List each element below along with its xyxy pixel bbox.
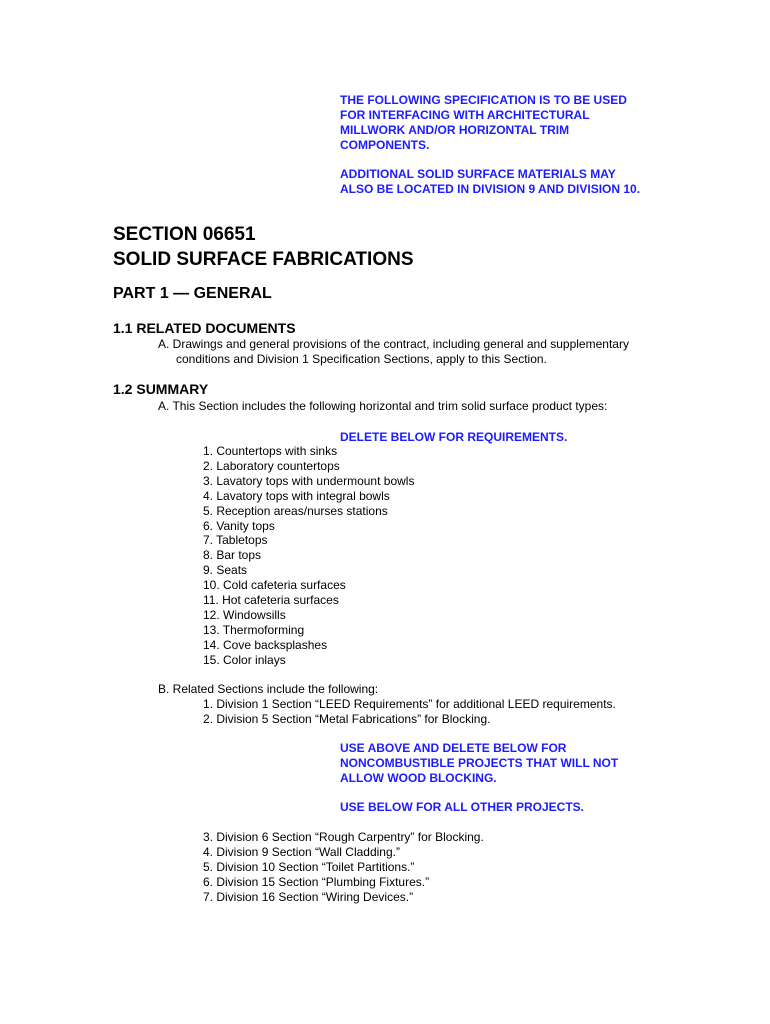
list-item: 4. Division 9 Section “Wall Cladding.” [203,844,400,859]
list-item: 7. Division 16 Section “Wiring Devices.” [203,889,414,904]
product-types-list [203,444,414,668]
note-line: COMPONENTS. [340,138,430,152]
list-item: 10. Cold cafeteria surfaces [203,578,346,593]
other-projects-note [340,800,740,815]
list-item: 15. Color inlays [203,652,286,667]
list-item: 1. Division 1 Section “LEED Requirements” for additional LEED requirements. [203,697,616,711]
summary-intro: A. This Section includes the following horizontal and trim solid surface product types: [158,399,608,413]
related-sections-list-b [203,830,484,905]
note-line: ADDITIONAL SOLID SURFACE MATERIALS MAY [340,167,616,181]
list-item: 6. Division 15 Section “Plumbing Fixtures.” [203,874,430,889]
related-documents-heading: 1.1 RELATED DOCUMENTS [113,320,296,336]
list-item: 5. Reception areas/nurses stations [203,503,388,518]
section-number: SECTION 06651 [113,224,256,245]
note-line: ALSO BE LOCATED IN DIVISION 9 AND DIVISION 10. [340,182,641,196]
note-line: THE FOLLOWING SPECIFICATION IS TO BE USED [340,93,627,107]
list-item: 6. Vanity tops [203,518,275,533]
list-item: 14. Cove backsplashes [203,637,328,652]
note-line: ALLOW WOOD BLOCKING. [340,771,497,785]
list-item: 7. Tabletops [203,533,268,548]
note-line: DELETE BELOW FOR REQUIREMENTS. [340,430,568,444]
list-item: 11. Hot cafeteria surfaces [203,593,339,608]
list-item: 2. Division 5 Section “Metal Fabrications” for Blocking. [203,711,491,726]
list-item: 3. Division 6 Section “Rough Carpentry” for Blocking. [203,830,484,844]
note-line: MILLWORK AND/OR HORIZONTAL TRIM [340,123,570,137]
list-item: 5. Division 10 Section “Toilet Partitions.” [203,859,415,874]
list-item: 2. Laboratory countertops [203,458,340,473]
note-line: FOR INTERFACING WITH ARCHITECTURAL [340,108,590,122]
note-line: USE ABOVE AND DELETE BELOW FOR [340,741,567,755]
delete-below-note [340,430,740,445]
part-heading: PART 1 — GENERAL [113,285,272,302]
list-item: 9. Seats [203,563,248,578]
related-sections-list-a [203,697,616,727]
noncombustible-note [340,741,740,786]
summary-heading: 1.2 SUMMARY [113,381,209,397]
list-item: 1. Countertops with sinks [203,444,338,458]
list-item: 13. Thermoforming [203,622,305,637]
section-title [113,222,414,272]
list-item: 8. Bar tops [203,548,262,563]
related-documents-text-line2: conditions and Division 1 Specification Sections, apply to this Section. [176,352,547,366]
additional-materials-note [340,167,740,197]
note-line: USE BELOW FOR ALL OTHER PROJECTS. [340,800,585,814]
list-item: 3. Lavatory tops with undermount bowls [203,473,415,488]
related-sections-intro: B. Related Sections include the following: [158,682,379,696]
section-name: SOLID SURFACE FABRICATIONS [113,249,414,270]
interfacing-note [340,93,740,153]
related-documents-text-line1: A. Drawings and general provisions of the contract, including general and supplementary [158,337,629,351]
list-item: 12. Windowsills [203,607,286,622]
list-item: 4. Lavatory tops with integral bowls [203,488,390,503]
note-line: NONCOMBUSTIBLE PROJECTS THAT WILL NOT [340,756,619,770]
